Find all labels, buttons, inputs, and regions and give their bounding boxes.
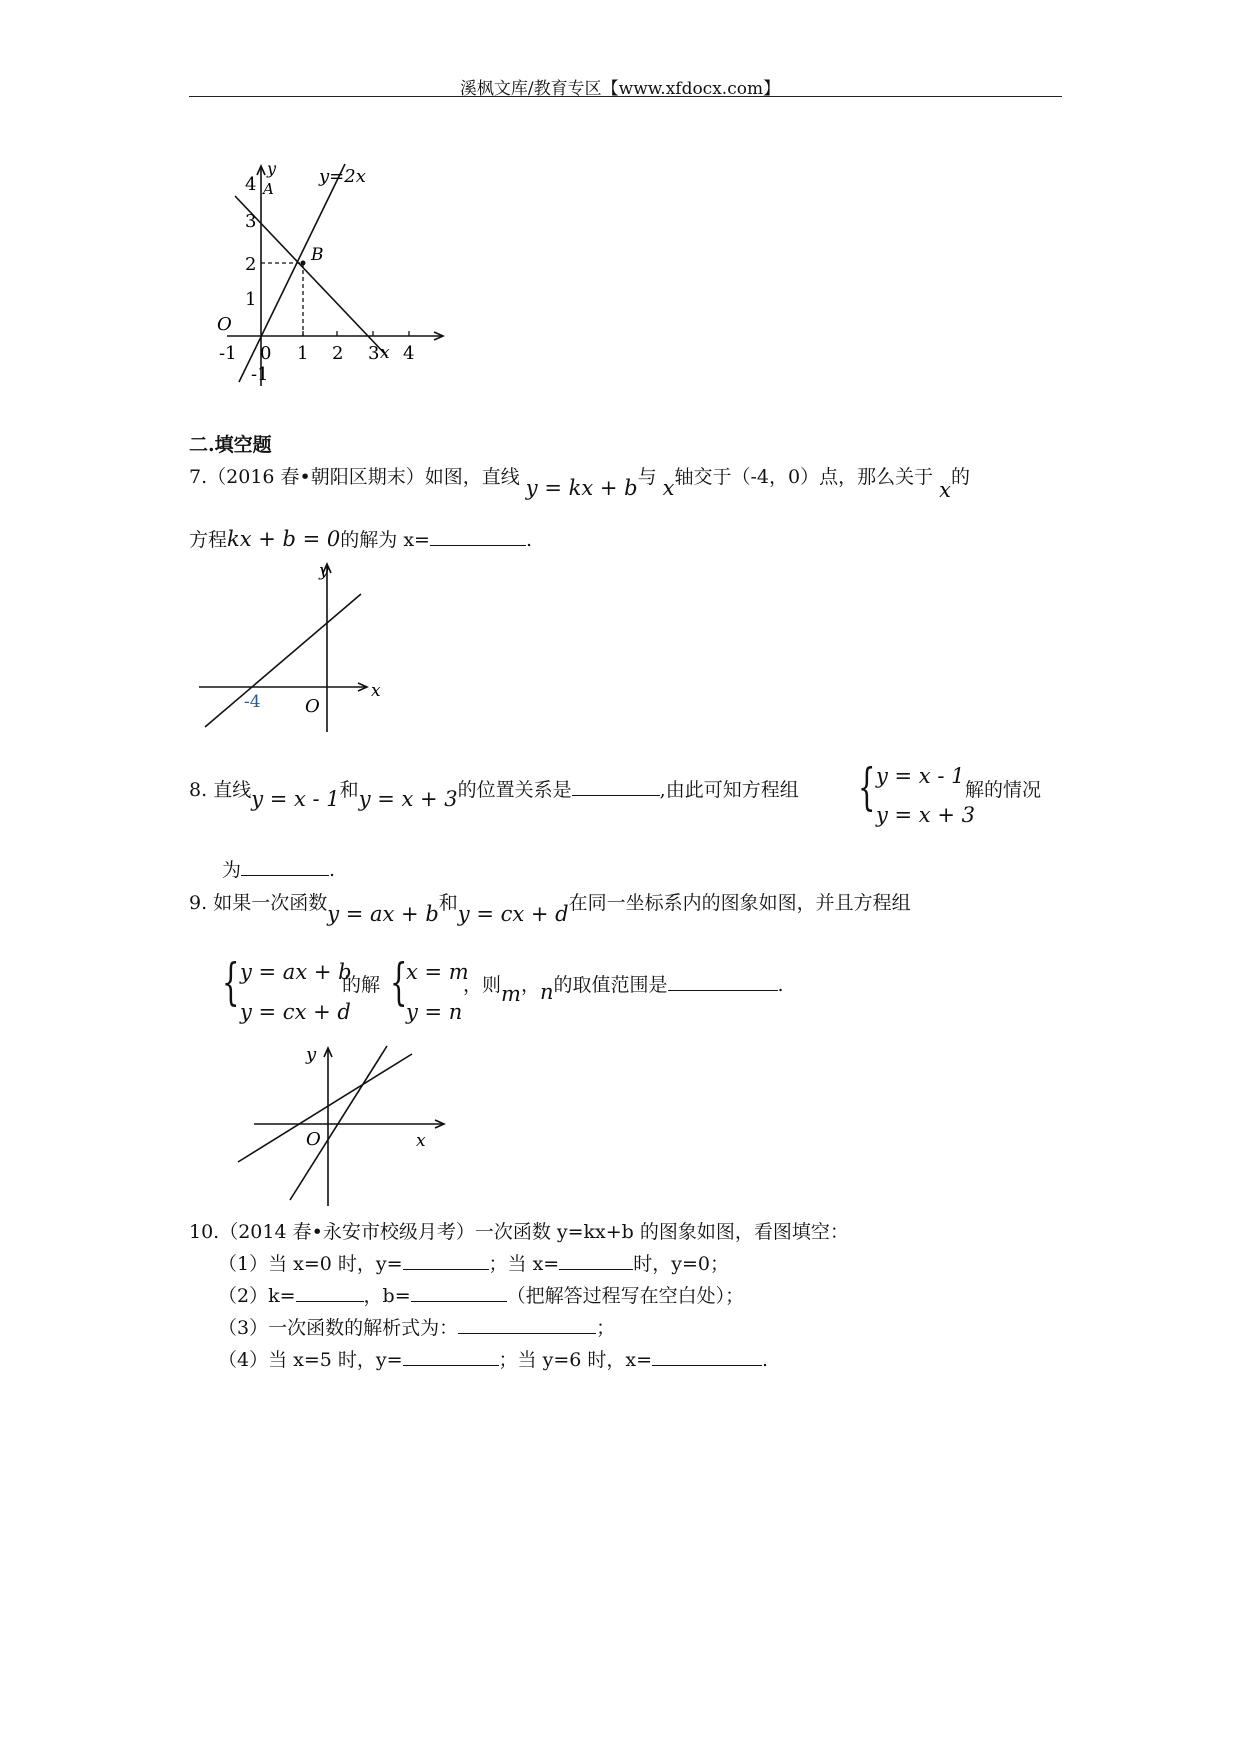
q8-text: 的位置关系是 [457, 779, 572, 801]
graph-1-ytick-label: 1 [245, 289, 257, 310]
graph-1-line-ab [235, 196, 387, 356]
q7-var-x: x [939, 478, 951, 502]
q9-text: ， [520, 974, 540, 996]
page-header: 溪枫文库/教育专区【www.xfdocx.com】 [459, 79, 781, 99]
q8-blank-solution[interactable] [241, 859, 329, 876]
q9-system-b-eq-2: y = n [406, 1000, 463, 1024]
q10-text: （3）一次函数的解析式为： [218, 1317, 459, 1339]
q10-heading: 10.（2014 春•永安市校级月考）一次函数 y=kx+b 的图象如图，看图填空： [189, 1221, 849, 1243]
q7-end: . [525, 529, 533, 551]
q10-text: ；当 x= [488, 1253, 560, 1275]
header-rule [189, 96, 1062, 97]
q9-system-b-brace: { [390, 953, 408, 1011]
graph-1-x-label: x [380, 343, 390, 363]
graph-1-origin: O [217, 314, 232, 335]
section-title: 二.填空题 [189, 434, 272, 456]
q10-text: ，b= [363, 1285, 411, 1307]
graph-1-xtick-label: 2 [332, 343, 344, 364]
q7-text: 的解为 x= [340, 529, 430, 551]
graph-1-xtick-label: 0 [260, 343, 272, 364]
q7-number: 7. [189, 466, 208, 488]
q10-part-3 [218, 1313, 615, 1340]
q10-text: （4）当 x=5 时，y= [218, 1349, 403, 1371]
q9-text: ，则 [463, 974, 502, 996]
graph-1-point-a-label: A [263, 180, 274, 198]
graph-1-point-b [301, 261, 306, 266]
q8-text: 和 [339, 779, 359, 801]
q9-text: 的解 [342, 974, 381, 996]
graph-1-xtick-label: -1 [219, 343, 237, 364]
q8-equation-1: y = x - 1 [251, 787, 340, 811]
q10-text: 时，y=0； [633, 1253, 729, 1275]
q8-blank-relation[interactable] [572, 779, 660, 796]
q8-line-2 [222, 855, 335, 882]
graph-1-xtick-label: 4 [403, 343, 415, 364]
graph-3 [232, 1040, 452, 1210]
graph-2-tick-label: -4 [244, 692, 261, 712]
q8-line-1 [189, 775, 799, 811]
q9-text: 在同一坐标系内的图象如图，并且方程组 [568, 892, 911, 914]
graph-1-line-label: y=2x [319, 166, 366, 187]
graph-2-origin: O [305, 696, 320, 717]
q8-text: ,由此可知方程组 [659, 779, 799, 801]
q7-text: 与 [637, 466, 657, 488]
q9-text: 和 [438, 892, 458, 914]
q10-blank-x-at-y6[interactable] [652, 1349, 762, 1366]
q8-system-eq-1: y = x - 1 [876, 764, 965, 788]
q9-end: . [777, 974, 784, 996]
q9-text: 的取值范围是 [553, 974, 668, 996]
q7-equation: kx + b = 0 [227, 527, 341, 551]
graph-3-line-2 [290, 1046, 387, 1200]
graph-1-ytick-label: 2 [245, 254, 257, 275]
q7-answer-blank[interactable] [430, 529, 526, 546]
graph-3-x-label: x [416, 1131, 426, 1151]
q10-text: . [762, 1349, 769, 1371]
q8-number: 8. [189, 779, 208, 801]
graph-1-ytick-label: 3 [245, 211, 257, 232]
q7-var-x: x [662, 476, 675, 500]
q7-text: 方程 [189, 529, 228, 551]
graph-1 [215, 160, 455, 390]
q10-blank-x-at-y0[interactable] [559, 1253, 633, 1270]
graph-2-x-label: x [371, 681, 381, 701]
graph-1-point-b-label: B [311, 245, 324, 265]
q9-line-1 [189, 888, 911, 926]
q8-text: 直线 [213, 779, 252, 801]
q10-text: ；当 y=6 时，x= [498, 1349, 653, 1371]
q7-line-1 [189, 462, 970, 502]
q10-blank-expression[interactable] [458, 1317, 596, 1334]
q10-text: （2）k= [218, 1285, 296, 1307]
q8-text: 为 [222, 859, 242, 881]
q7-text: （2016 春•朝阳区期末）如图，直线 [207, 466, 520, 488]
q10-text: ； [596, 1317, 616, 1339]
graph-3-origin: O [306, 1129, 321, 1150]
q7-equation-line: y = kx + b [525, 476, 638, 500]
q10-text: （1）当 x=0 时，y= [218, 1253, 403, 1275]
q7-line-2 [189, 525, 532, 552]
graph-1-xtick-label: 1 [297, 343, 309, 364]
q10-part-4 [218, 1345, 768, 1372]
q10-part-2 [218, 1281, 744, 1308]
q7-text: 的 [950, 466, 970, 488]
graph-3-y-label: y [306, 1044, 317, 1065]
q9-var-m: m [501, 982, 521, 1006]
q9-equation-1: y = ax + b [327, 902, 439, 926]
graph-1-xtick-label: 3 [368, 343, 380, 364]
q8-text-tail: 解的情况 [965, 779, 1042, 801]
q7-text: 轴交于（-4，0）点，那么关于 [674, 466, 934, 488]
q8-system-brace: { [858, 758, 876, 816]
graph-1-y-label: y [267, 160, 277, 178]
q10-blank-b[interactable] [411, 1285, 507, 1302]
q10-text: （把解答过程写在空白处）； [506, 1285, 745, 1307]
q8-system-eq-2: y = x + 3 [876, 803, 975, 827]
q10-blank-y-at-x0[interactable] [403, 1253, 489, 1270]
q9-equation-2: y = cx + d [457, 902, 569, 926]
q10-blank-k[interactable] [296, 1285, 364, 1302]
q9-system-a-eq-2: y = cx + d [240, 1000, 351, 1024]
q8-equation-2: y = x + 3 [358, 787, 458, 811]
q9-var-n: n [539, 980, 554, 1004]
q10-blank-y-at-x5[interactable] [403, 1349, 499, 1366]
graph-1-ytick-label: -1 [251, 364, 269, 385]
q9-answer-blank[interactable] [668, 974, 778, 991]
graph-1-ytick-label: 4 [245, 174, 257, 195]
q9-system-a-brace: { [222, 953, 240, 1011]
q10-part-1 [218, 1249, 729, 1276]
q9-system-a-eq-1: y = ax + b [240, 960, 352, 984]
q8-end: . [329, 859, 336, 881]
graph-2-y-label: y [319, 561, 329, 581]
graph-2 [195, 560, 395, 735]
q9-line-2 [463, 970, 784, 1006]
q9-text: 如果一次函数 [213, 892, 328, 914]
q9-system-b-eq-1: x = m [406, 960, 469, 984]
graph-2-line [205, 594, 361, 727]
q9-number: 9. [189, 892, 208, 914]
